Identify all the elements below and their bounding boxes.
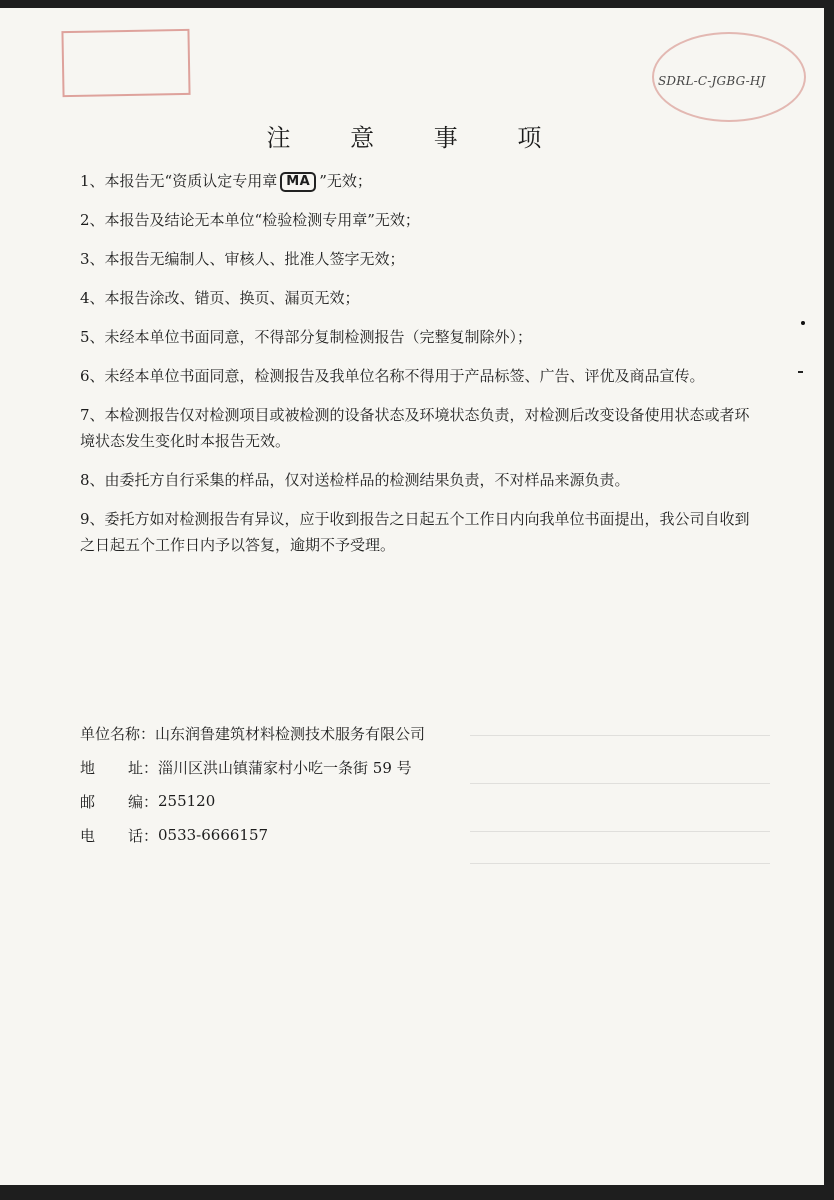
contact-unit-row [80,716,425,750]
address-value: 淄川区洪山镇蒲家村小吃一条街 59 号 [158,758,412,777]
scan-border-bottom [0,1185,834,1200]
note-item [80,168,760,194]
scan-border-right [824,0,834,1200]
note-item: 3、本报告无编制人、审核人、批准人签字无效； [80,250,405,268]
document-number: SDRL-C-JGBG-HJ [658,74,766,88]
contact-address-row [80,750,425,784]
address-label: 地 址： [80,758,158,777]
page-title: 注 意 事 项 [266,124,568,152]
stamp-box-mark [61,29,190,97]
note-item: 7、本检测报告仅对检测项目或被检测的设备状态及环境状态负责，对检测后改变设备使用状态或者环境状态发生变化时本报告无效。 [80,406,750,450]
notes-list [80,168,760,571]
postcode-value: 255120 [158,792,216,810]
show-through-line [470,783,770,784]
note-item: 2、本报告及结论无本单位“检验检测专用章”无效； [80,211,420,229]
show-through-line [470,831,770,832]
unit-label: 单位名称： [80,724,156,743]
contact-block [80,716,425,852]
phone-value: 0533-6666157 [158,826,269,844]
scan-border-top [0,0,834,8]
contact-phone-row [80,818,425,852]
scan-speck [801,321,805,325]
note-item: 4、本报告涂改、错页、换页、漏页无效； [80,289,360,307]
note-item: 5、未经本单位书面同意，不得部分复制检测报告（完整复制除外）； [80,328,533,346]
show-through-line [470,735,770,736]
note-text: 1、本报告无“资质认定专用章 [80,172,278,190]
phone-label: 电 话： [80,826,158,845]
note-item: 8、由委托方自行采集的样品，仅对送检样品的检测结果负责，不对样品来源负责。 [80,471,630,489]
show-through-line [470,863,770,864]
note-item: 6、未经本单位书面同意，检测报告及我单位名称不得用于产品标签、广告、评优及商品宣传。 [80,367,705,385]
note-text: ”无效； [319,172,372,190]
contact-postcode-row [80,784,425,818]
scan-speck [798,371,803,373]
unit-name: 山东润鲁建筑材料检测技术服务有限公司 [155,724,426,743]
postcode-label: 邮 编： [80,792,158,811]
note-item: 9、委托方如对检测报告有异议，应于收到报告之日起五个工作日内向我单位书面提出，我公司自收到之日起五个工作日内予以答复，逾期不予受理。 [80,510,750,554]
document-page [0,8,824,1193]
ma-seal-icon: MA [280,172,316,192]
